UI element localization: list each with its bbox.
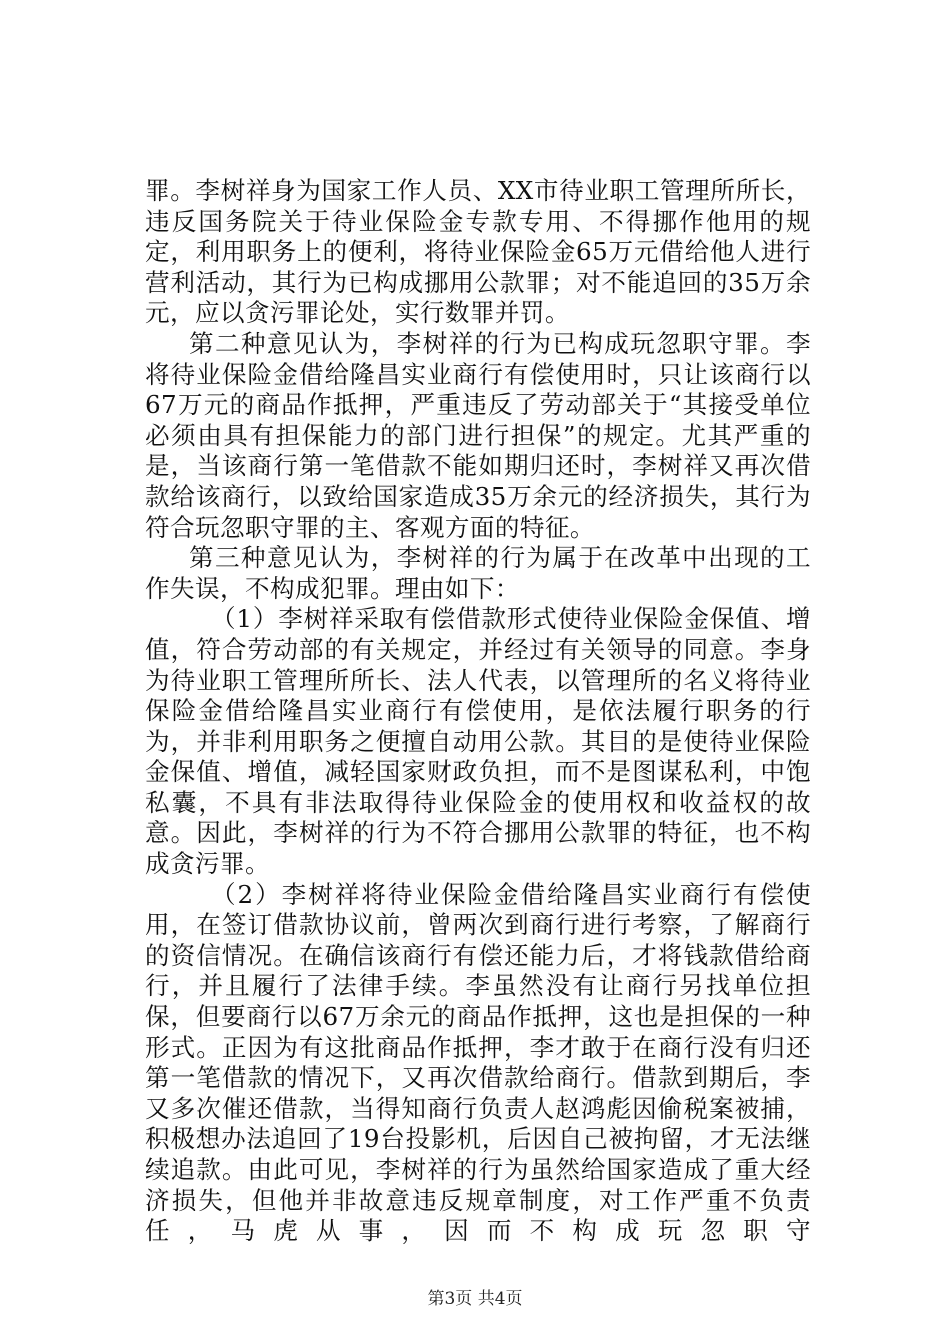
paragraph-2: 第二种意见认为，李树祥的行为已构成玩忽职守罪。李将待业保险金借给隆昌实业商行有偿使用时，只让该商行以67万元的商品作抵押，严重违反了劳动部关于“其接受单位必须由具有担保能力的部门进行担保”的规定。尤其严重的是，当该商行第一笔借款不能如期归还时，李树祥又再次借款给该商行，以致给国家造成35万余元的经济损失，其行为符合玩忽职守罪的主、客观方面的特征。 (145, 328, 811, 542)
paragraph-4: （1）李树祥采取有偿借款形式使待业保险金保值、增值，符合劳动部的有关规定，并经过有关领导的同意。李身为待业职工管理所所长、法人代表，以管理所的名义将待业保险金借给隆昌实业商行有偿使用，是依法履行职务的行为，并非利用职务之便擅自动用公款。其目的是使待业保险金保值、增值，减轻国家财政负担，而不是图谋私利，中饱私囊，不具有非法取得待业保险金的使用权和收益权的故意。因此，李树祥的行为不符合挪用公款罪的特征，也不构成贪污罪。 (145, 604, 811, 879)
paragraph-1: 罪。李树祥身为国家工作人员、XX市待业职工管理所所长，违反国务院关于待业保险金专款专用、不得挪作他用的规定，利用职务上的便利，将待业保险金65万元借给他人进行营利活动，其行为已构成挪用公款罪；对不能追回的35万余元，应以贪污罪论处，实行数罪并罚。 (145, 176, 811, 328)
paragraph-3: 第三种意见认为，李树祥的行为属于在改革中出现的工作失误，不构成犯罪。理由如下： (145, 543, 811, 603)
paragraph-5: （2）李树祥将待业保险金借给隆昌实业商行有偿使用，在签订借款协议前，曾两次到商行进行考察，了解商行的资信情况。在确信该商行有偿还能力后，才将钱款借给商行，并且履行了法律手续。李虽然没有让商行另找单位担保，但要商行以67万余元的商品作抵押，这也是担保的一种形式。正因为有这批商品作抵押，李才敢于在商行没有归还第一笔借款的情况下，又再次借款给商行。借款到期后，李又多次催还借款，当得知商行负责人赵鸿彪因偷税案被捕，积极想办法追回了19台投影机，后因自己被拘留，才无法继续追款。由此可见，李树祥的行为虽然给国家造成了重大经济损失，但他并非故意违反规章制度，对工作严重不负责任，马虎从事，因而不构成玩忽职守 (145, 879, 811, 1246)
document-body (145, 176, 811, 1247)
page-footer: 第3页 共4页 (427, 1289, 523, 1309)
